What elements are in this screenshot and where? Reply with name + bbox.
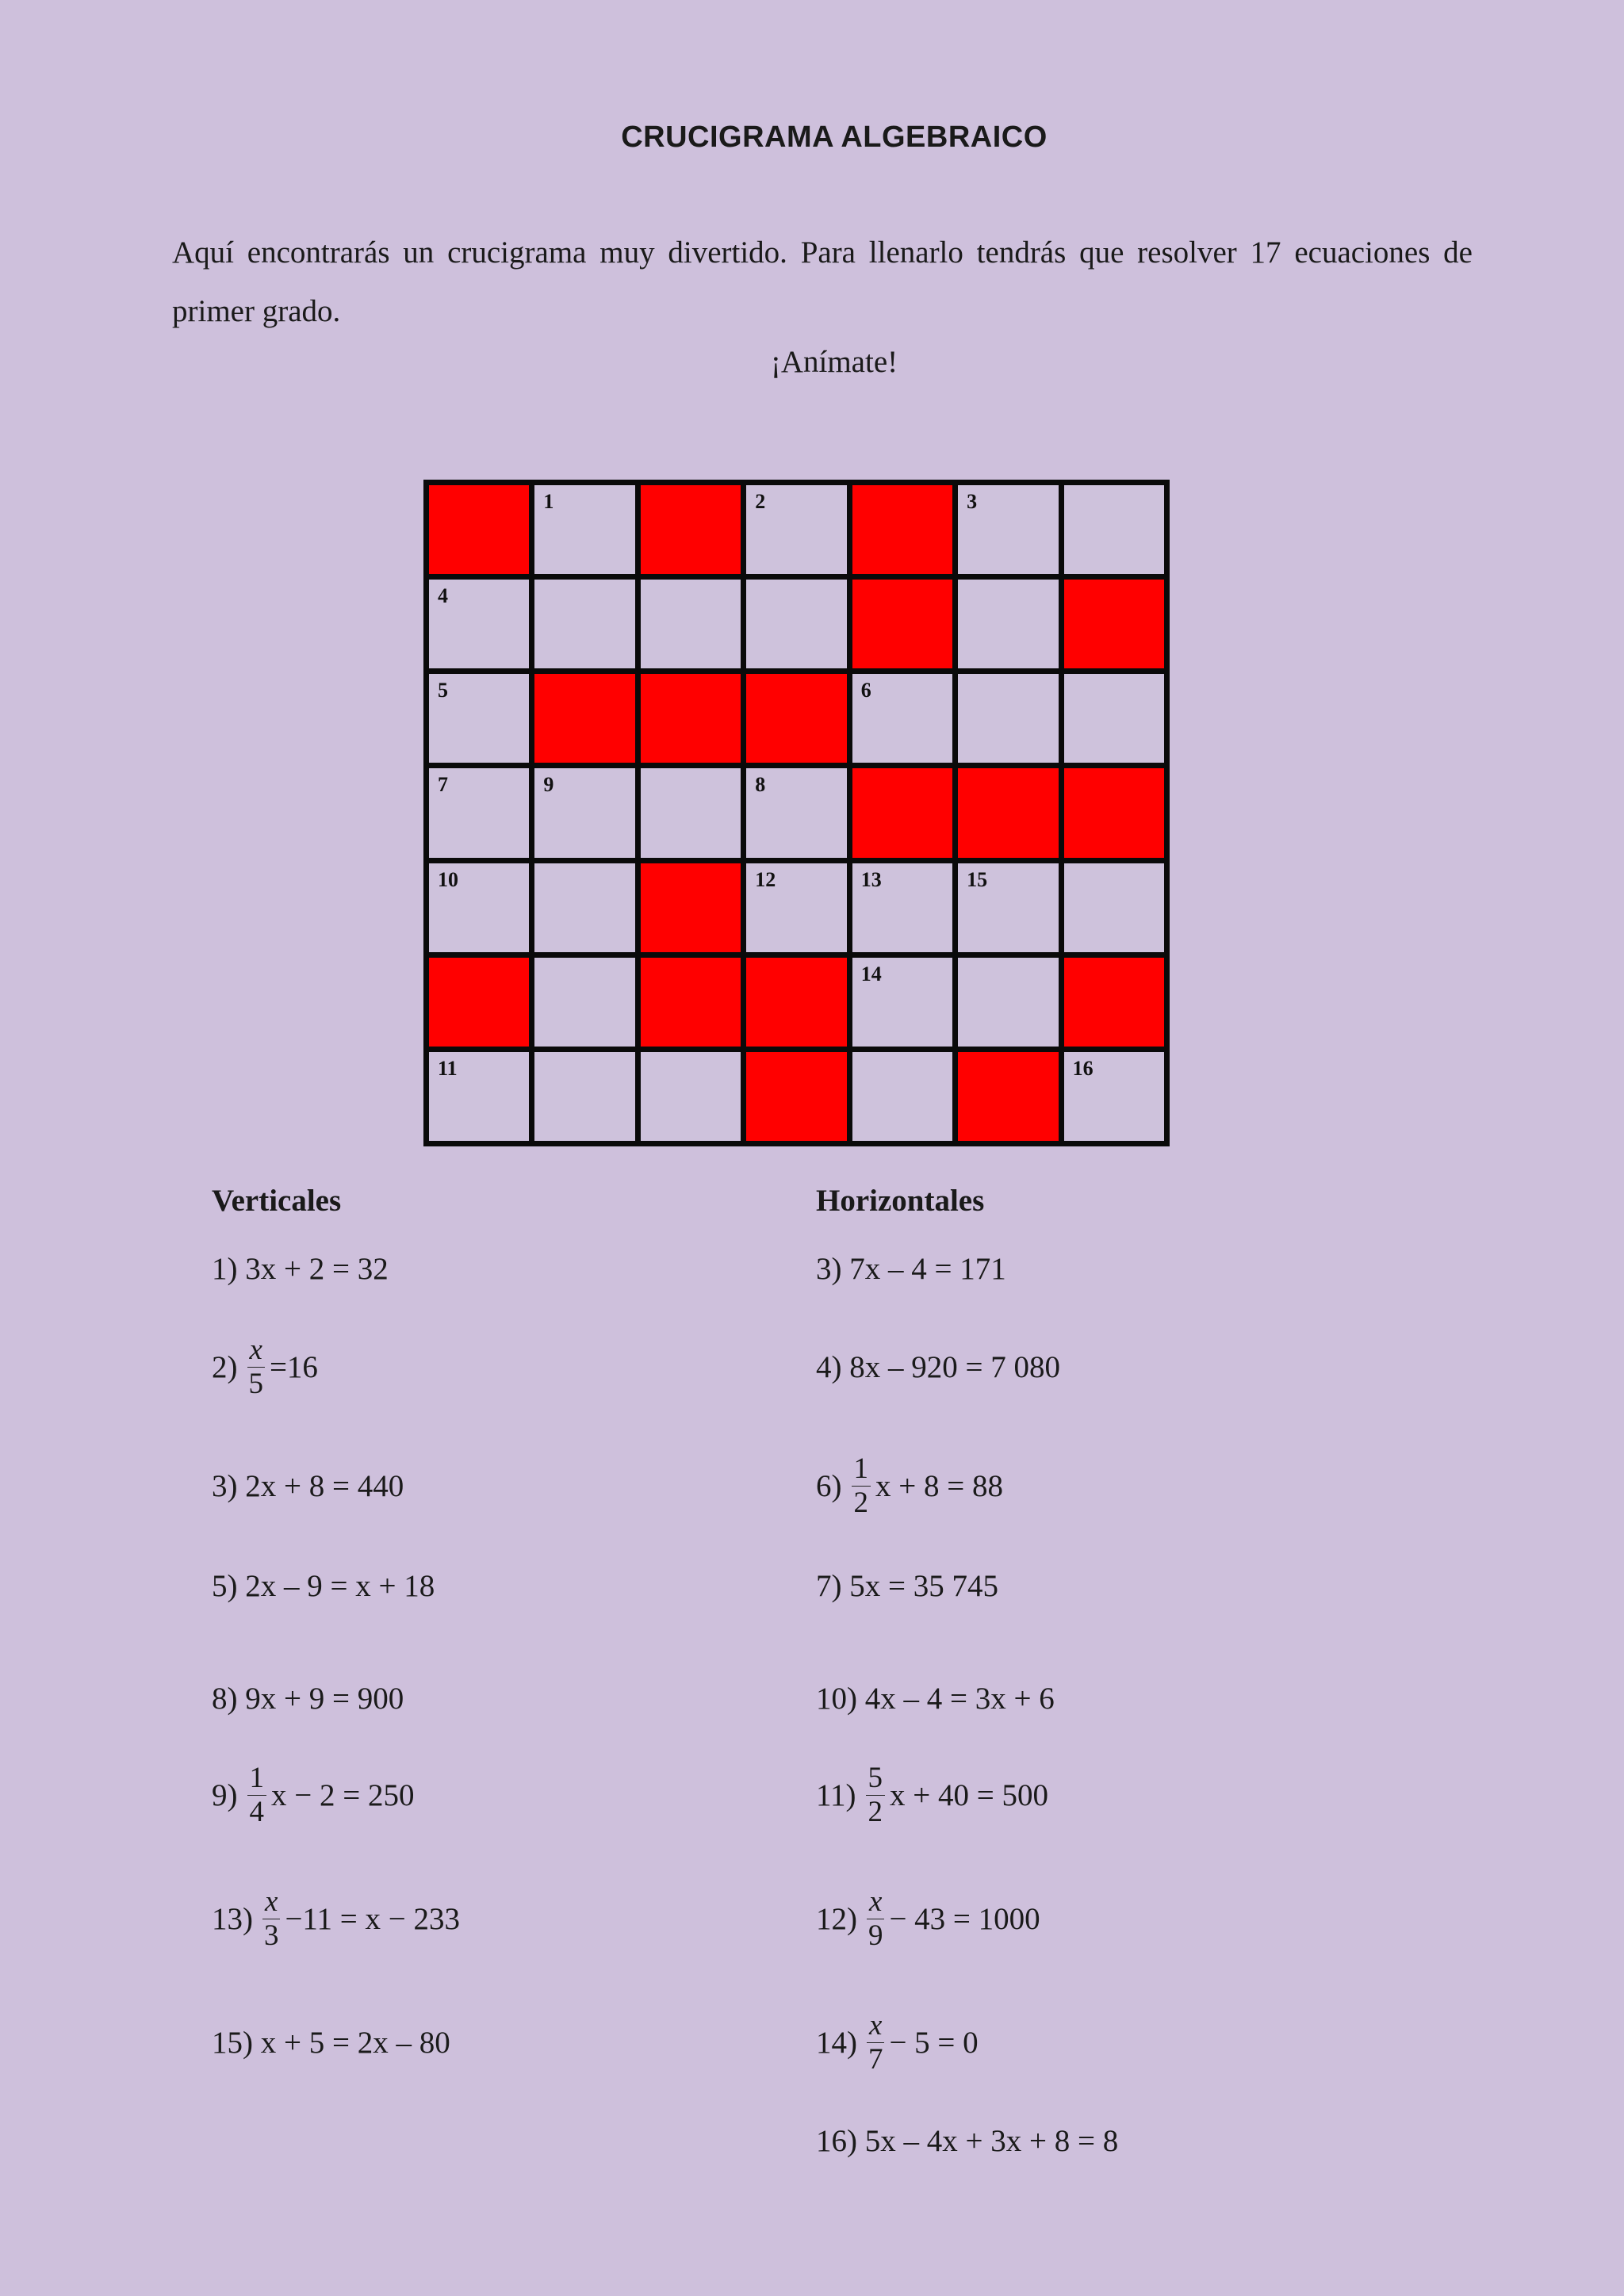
clue-number: 14 [860,962,882,985]
crossword-cell[interactable] [852,1052,952,1141]
fraction [262,1885,280,1953]
fraction-numerator: 5 [866,1762,886,1796]
page-title: CRUCIGRAMA ALGEBRAICO [621,121,1048,154]
fraction-numerator: x [247,1334,265,1368]
crossword-cell[interactable] [429,863,529,952]
cheer-text: ¡Anímate! [770,345,898,379]
crossword-cell[interactable] [429,674,529,763]
clue-number: 3 [967,490,978,513]
blocked-cell [852,580,952,668]
equation-item [212,1454,413,1517]
equation-text: 16) 5x – 4x + 3x + 8 = 8 [816,2123,1119,2158]
crossword-cell[interactable] [746,863,846,952]
equation-item [816,2008,979,2076]
equation-item [816,1763,1048,1827]
equation-item [816,1237,1016,1300]
clue-number: 10 [438,867,458,891]
clue-number: 7 [438,773,448,797]
crossword-cell[interactable] [534,1052,634,1141]
clue-number: 11 [438,1056,458,1080]
equation-text: 3) 7x – 4 = 171 [816,1251,1006,1286]
blocked-cell [641,485,741,574]
crossword-cell[interactable] [1064,485,1164,574]
crossword-cell[interactable] [534,958,634,1047]
equation-text: 9) [212,1777,238,1812]
crossword-cell[interactable] [534,768,634,857]
fraction-numerator: 1 [247,1762,267,1796]
blocked-cell [641,958,741,1047]
equation-text: 2) [212,1349,238,1384]
crossword-cell[interactable] [958,485,1058,574]
equation-rest: − 5 = 0 [889,2025,979,2060]
crossword-cell[interactable] [958,674,1058,763]
crossword-cell[interactable] [958,580,1058,668]
crossword-grid [423,480,1170,1146]
equation-text: 11) [816,1777,856,1812]
equation-item [816,1554,1008,1617]
equation-rest: x + 8 = 88 [875,1468,1003,1503]
crossword-cell[interactable] [534,580,634,668]
crossword-cell[interactable] [429,768,529,857]
fraction [866,1762,886,1829]
equation-text: 4) 8x – 920 = 7 080 [816,1349,1060,1384]
equation-text: 8) 9x + 9 = 900 [212,1681,404,1716]
crossword-cell[interactable] [852,674,952,763]
clue-number: 12 [755,867,776,891]
equation-text: 12) [816,1901,857,1936]
crossword-cell[interactable] [1064,1052,1164,1141]
crossword-cell[interactable] [1064,863,1164,952]
equation-text: 13) [212,1901,253,1936]
crossword-cell[interactable] [958,958,1058,1047]
fraction [247,1762,267,1829]
equation-text: 1) 3x + 2 = 32 [212,1251,389,1286]
crossword-cell[interactable] [852,863,952,952]
fraction-denominator: 5 [248,1367,263,1400]
blocked-cell [746,958,846,1047]
blocked-cell [1064,958,1164,1047]
equation-text: 10) 4x – 4 = 3x + 6 [816,1681,1055,1716]
blocked-cell [852,768,952,857]
fraction-denominator: 4 [249,1795,264,1828]
equation-text: 3) 2x + 8 = 440 [212,1468,404,1503]
equation-item [816,2109,1128,2172]
fraction-denominator: 9 [868,1919,883,1952]
blocked-cell [641,863,741,952]
crossword-cell[interactable] [1064,674,1164,763]
verticales-heading: Verticales [212,1184,342,1218]
fraction-denominator: 2 [868,1795,883,1828]
crossword-cell[interactable] [746,580,846,668]
equation-item [212,1237,398,1300]
blocked-cell [641,674,741,763]
crossword-cell[interactable] [641,580,741,668]
crossword-cell[interactable] [746,768,846,857]
equation-rest: −11 = x − 233 [285,1901,460,1936]
blocked-cell [1064,768,1164,857]
equation-rest: x + 40 = 500 [890,1777,1049,1812]
blocked-cell [746,1052,846,1141]
blocked-cell [958,1052,1058,1141]
clue-number: 6 [860,679,871,702]
equation-item [816,1335,1070,1399]
fraction-denominator: 2 [853,1486,868,1519]
equation-item [816,1887,1040,1950]
fraction [247,1334,265,1401]
blocked-cell [429,485,529,574]
fraction-numerator: 1 [852,1452,871,1487]
equation-item [212,1554,444,1617]
equation-rest: =16 [269,1349,318,1384]
clue-number: 9 [543,773,554,797]
clue-number: 4 [438,584,448,608]
equation-item [212,1667,413,1730]
fraction-numerator: x [262,1885,280,1919]
blocked-cell [958,768,1058,857]
equation-text: 14) [816,2025,857,2060]
equation-text: 6) [816,1468,842,1503]
blocked-cell [534,674,634,763]
blocked-cell [429,958,529,1047]
fraction-numerator: x [867,2009,884,2043]
clue-number: 5 [438,679,448,702]
clue-number: 15 [967,867,988,891]
equation-item [212,2011,460,2074]
crossword-cell[interactable] [958,863,1058,952]
horizontales-heading: Horizontales [816,1184,985,1218]
equation-rest: x − 2 = 250 [271,1777,415,1812]
clue-number: 2 [755,490,766,513]
crossword-cell[interactable] [429,580,529,668]
fraction [852,1452,871,1520]
intro-paragraph: Aquí encontrarás un crucigrama muy divertido. Para llenarlo tendrás que resolver 17 ecuaciones de primer grado. [172,235,1473,328]
equation-item [212,1335,318,1399]
crossword-cell[interactable] [641,1052,741,1141]
fraction-denominator: 7 [868,2042,883,2076]
blocked-cell [746,674,846,763]
equation-item [212,1763,415,1827]
fraction [867,2009,884,2076]
crossword-cell[interactable] [534,485,634,574]
equation-rest: − 43 = 1000 [889,1901,1040,1936]
crossword-cell[interactable] [852,958,952,1047]
equation-item [816,1667,1064,1730]
clue-number: 1 [543,490,554,513]
fraction-numerator: x [867,1885,884,1919]
equation-item [212,1887,460,1950]
equation-text: 15) x + 5 = 2x – 80 [212,2025,450,2060]
equation-text: 7) 5x = 35 745 [816,1568,998,1603]
clue-number: 13 [860,867,882,891]
equation-item [816,1454,1003,1517]
clue-number: 8 [755,773,766,797]
crossword-cell[interactable] [746,485,846,574]
fraction-denominator: 3 [263,1919,279,1952]
equation-text: 5) 2x – 9 = x + 18 [212,1568,435,1603]
blocked-cell [852,485,952,574]
crossword-cell[interactable] [429,1052,529,1141]
crossword-cell[interactable] [534,863,634,952]
clue-number: 16 [1072,1056,1094,1080]
fraction [867,1885,884,1953]
blocked-cell [1064,580,1164,668]
crossword-cell[interactable] [641,768,741,857]
